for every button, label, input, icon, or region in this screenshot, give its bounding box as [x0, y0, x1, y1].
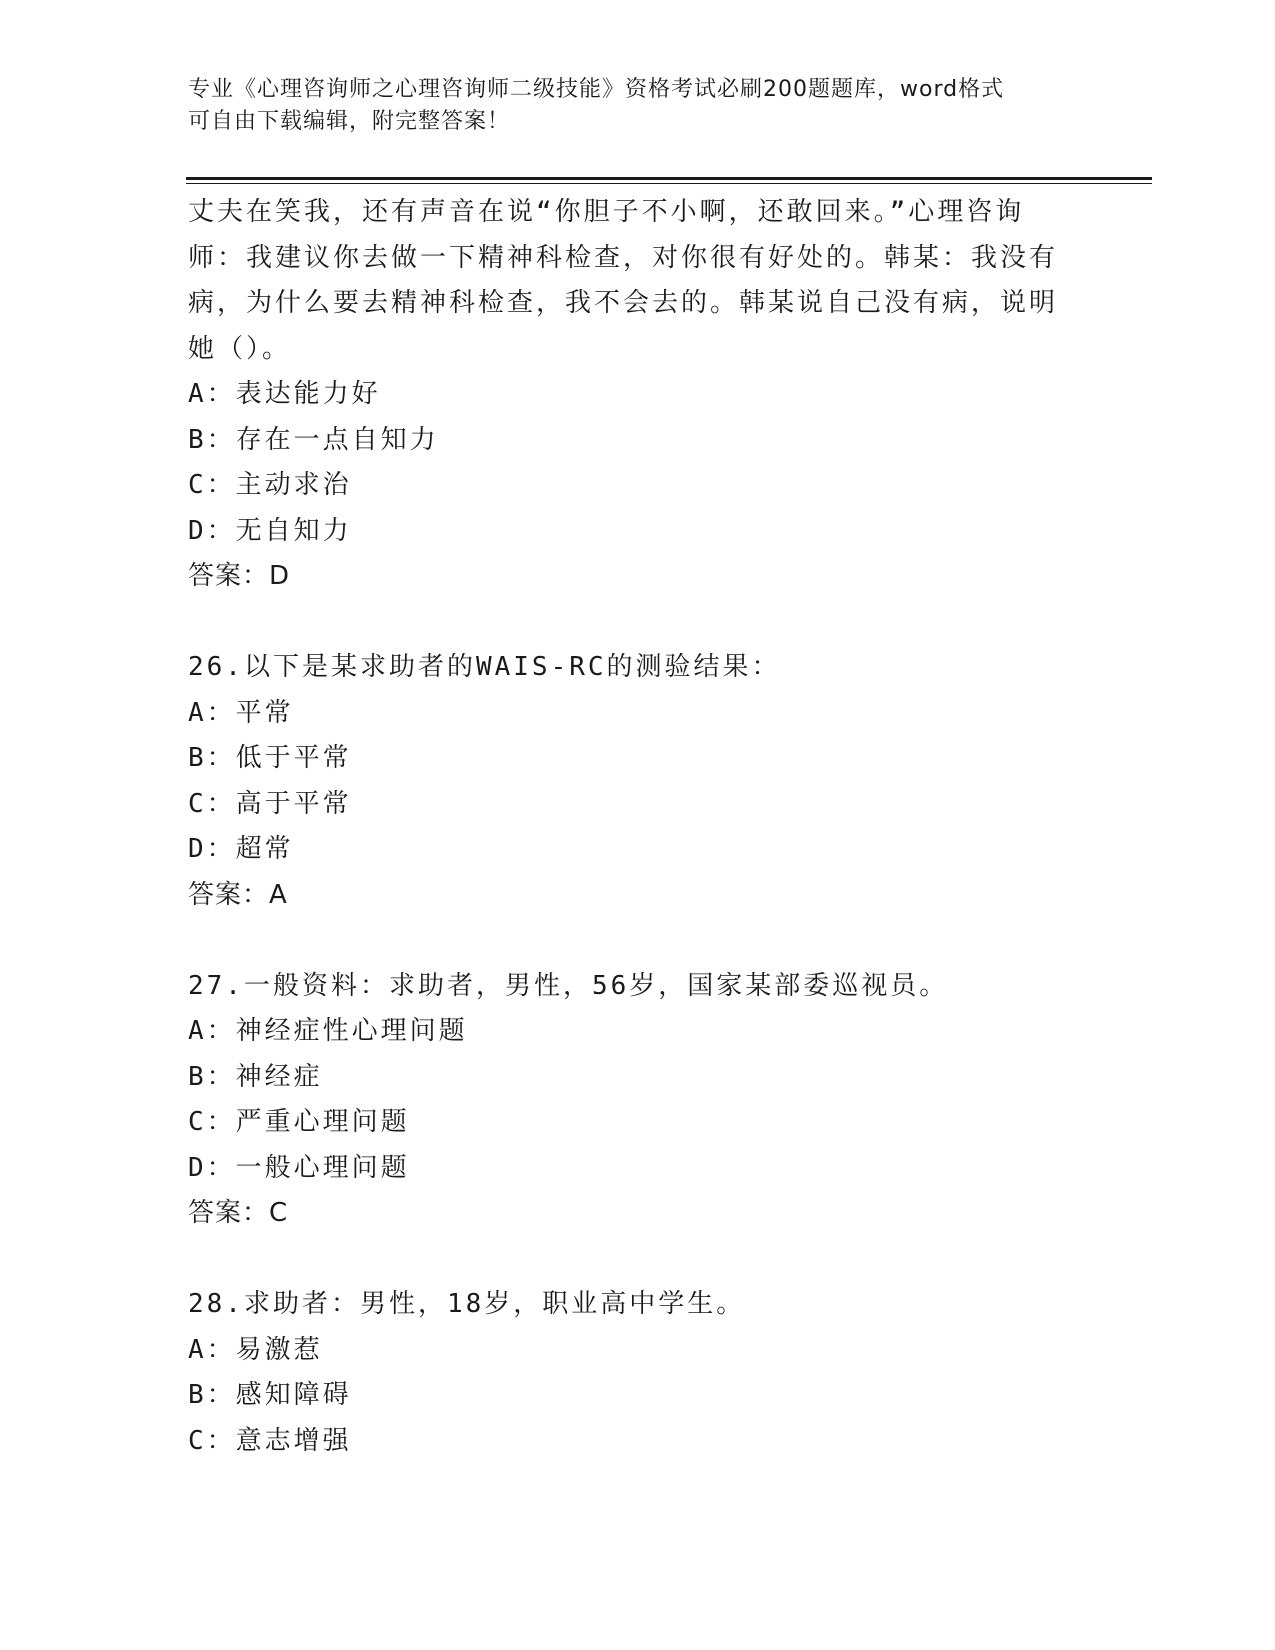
- option-d: D：一般心理问题: [188, 1152, 410, 1183]
- option-b: B：感知障碍: [188, 1380, 352, 1410]
- question-stem: 26.以下是某求助者的WAIS-RC的测验结果：: [188, 652, 781, 682]
- question-28: [188, 1282, 1068, 1464]
- option-c: C：严重心理问题: [188, 1107, 410, 1137]
- document-header: [188, 74, 1068, 138]
- header-title-line-1: 专业《心理咨询师之心理咨询师二级技能》资格考试必刷200题题库，word格式: [188, 77, 1005, 102]
- option-c: C：高于平常: [188, 788, 352, 819]
- option-a: A：神经症性心理问题: [188, 1016, 468, 1046]
- option-c: C：意志增强: [188, 1425, 352, 1456]
- question-25-continued: [188, 190, 1068, 600]
- option-a: A：平常: [188, 697, 294, 728]
- question-stem: 27.一般资料：求助者，男性，56岁，国家某部委巡视员。: [188, 970, 949, 1001]
- option-a: A：易激惹: [188, 1334, 323, 1365]
- option-d: D：无自知力: [188, 515, 352, 546]
- option-b: B：存在一点自知力: [188, 424, 439, 455]
- header-divider-thin: [186, 183, 1152, 184]
- question-stem: 丈夫在笑我，还有声音在说“你胆子不小啊，还敢回来。”心理咨询师：我建议你去做一下精神科检查，对你很有好处的。韩某：我没有病，为什么要去精神科检查，我不会去的。韩某说自己没有病，说明她（）。: [188, 197, 1059, 364]
- header-title-line-2: 可自由下载编辑，附完整答案！: [188, 109, 511, 134]
- option-b: B：神经症: [188, 1061, 323, 1092]
- question-list: [188, 190, 1068, 1464]
- header-divider-thick: [186, 177, 1152, 180]
- option-a: A：表达能力好: [188, 379, 381, 409]
- answer: 答案：C: [188, 1198, 289, 1228]
- option-d: D：超常: [188, 834, 294, 864]
- question-26: [188, 645, 1068, 918]
- answer: 答案：D: [188, 561, 291, 591]
- answer: 答案：A: [188, 879, 288, 910]
- question-spacer: [188, 1237, 1068, 1283]
- question-spacer: [188, 918, 1068, 964]
- option-b: B：低于平常: [188, 743, 352, 773]
- question-spacer: [188, 600, 1068, 646]
- option-c: C：主动求治: [188, 470, 352, 500]
- question-27: [188, 964, 1068, 1237]
- question-stem: 28.求助者：男性，18岁，职业高中学生。: [188, 1289, 746, 1319]
